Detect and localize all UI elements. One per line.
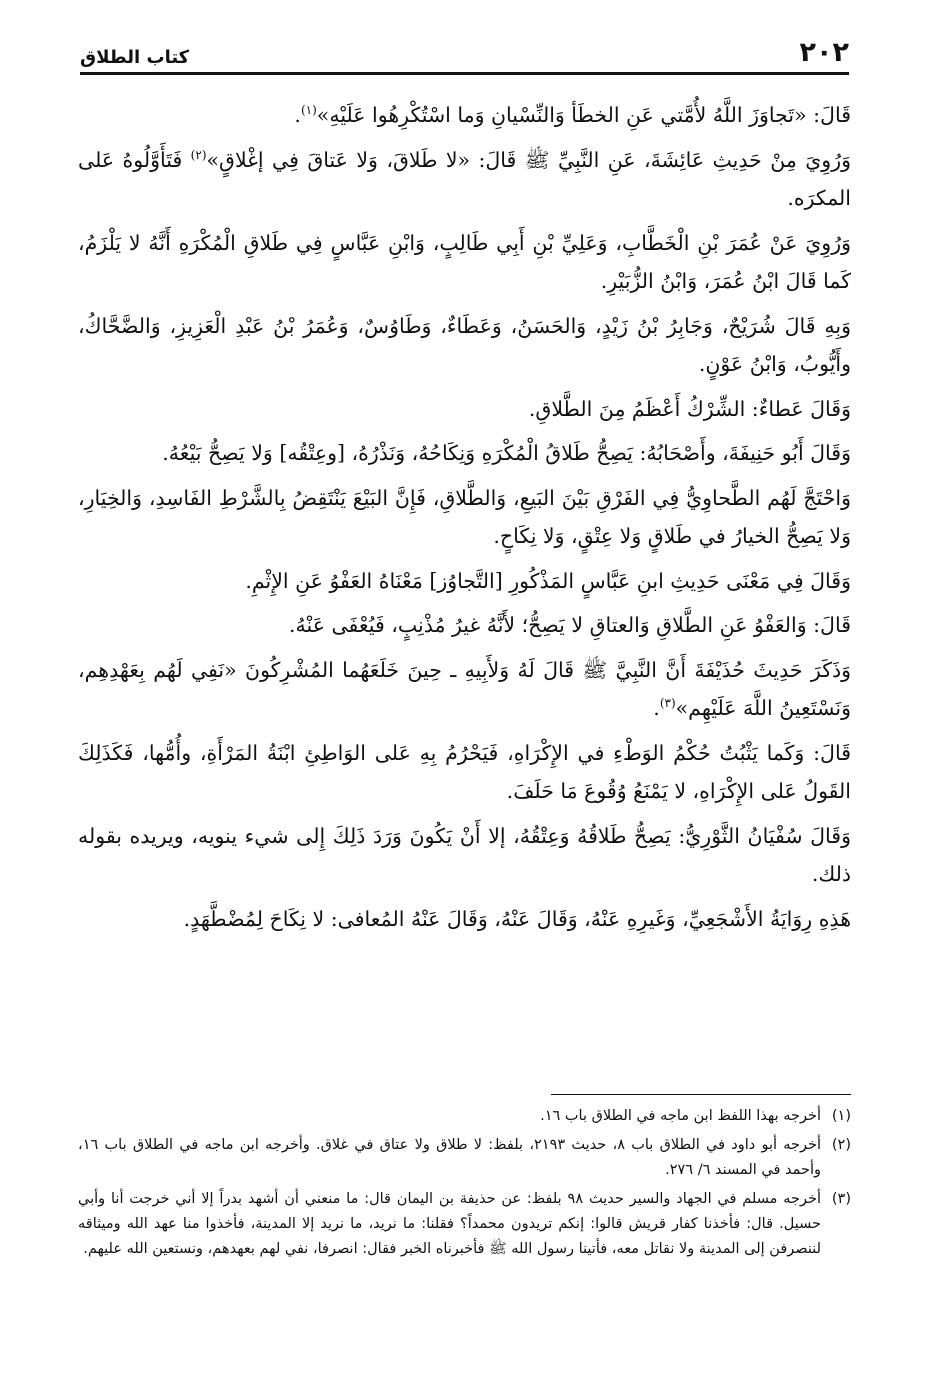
paragraph-tail: . — [653, 696, 660, 720]
footnote-ref: (١) — [300, 103, 317, 118]
paragraph — [78, 224, 851, 301]
page-header — [80, 28, 849, 75]
paragraph — [78, 651, 851, 728]
footnote — [78, 1104, 851, 1129]
footnote-number: (٣) — [831, 1191, 851, 1207]
running-title: كتاب الطلاق — [80, 47, 190, 68]
paragraph — [78, 390, 851, 429]
paragraph-tail: فَتَأَوَّلُوهُ عَلى المكرَه. — [78, 147, 851, 210]
paragraph-text: وَقَالَ عَطاءٌ: الشِّرْكُ أَعْظَمُ مِنَ الطَّلاقِ. — [528, 396, 851, 421]
paragraph — [78, 479, 851, 556]
paragraph-text: وَبِهِ قَالَ شُرَيْحٌ، وَجَابِرُ بْنُ زَيْدٍ، وَالحَسَنُ، وَعَطَاءٌ، وَطَاوُسٌ، وَعُمَرُ بْنُ عَبْدِ الْعَزِيزِ، وَالضَّحَّاكُ، وأَيُّوبُ، وَابْنُ عَوْنٍ. — [78, 313, 851, 376]
footnote-text: أخرجه أبو داود في الطلاق باب ٨، حديث ٢١٩٣، بلفظ: لا طلاق ولا عتاق في غلاق. وأخرجه ابن ماجه في الطلاق باب ١٦، وأحمد في المسند ٦/ ٢٧٦. — [78, 1137, 822, 1178]
paragraph-text: وَرُوِيَ عَنْ عُمَرَ بْنِ الْخَطَّابِ، وَعَلِيِّ بْنِ أَبِي طَالِبٍ، وَابْنِ عَبَّاسٍ فِي طَلاقِ الْمُكْرَهِ أَنَّهُ لا يَلْزَمُ، كَما قَالَ ابْنُ عُمَرَ، وَابْنُ الزُّبَيْرِ. — [78, 230, 851, 293]
footnote — [78, 1187, 851, 1262]
paragraph-text: وَقَالَ فِي مَعْنَى حَدِيثِ ابنِ عَبَّاسٍ المَذْكُورِ [التَّجاوُز] مَعْنَاهُ العَفْوُ عَنِ الإِثْمِ. — [245, 568, 851, 593]
paragraph — [78, 141, 851, 218]
paragraph-text: قَالَ: «تَجاوَزَ اللَّهُ لأُمَّتي عَنِ الخطَأ وَالنِّسْيانِ وَما اسْتُكْرِهُوا عَلَيْهِ» — [316, 103, 851, 127]
paragraph — [78, 307, 851, 384]
paragraph — [78, 900, 851, 939]
paragraph-text: وَذَكَرَ حَدِيثَ حُذَيْفَةَ أَنَّ النَّبِيَّ ﷺ قَالَ لَهُ وَلأَبِيهِ ـ حِينَ خَلَعَهُما المُشْرِكُونَ «نَفِي لَهُم بِعَهْدِهِم، وَنَسْتَعِينُ اللَّهَ عَلَيْهِم» — [78, 657, 851, 720]
main-text — [78, 96, 851, 944]
footnote-number: (٢) — [831, 1137, 851, 1153]
footnotes — [78, 1104, 851, 1266]
paragraph — [78, 434, 851, 473]
paragraph — [78, 96, 851, 135]
paragraph-text: وَقَالَ سُفْيَانُ الثَّوْرِيُّ: يَصِحُّ طَلاقُهُ وَعِتْقُهُ، إلا أَنْ يَكُونَ وَرَدَ ذَلِكَ إِلى شيء ينويه، ويريده بقوله ذلك. — [78, 823, 851, 886]
page-number: ٢٠٢ — [799, 37, 849, 68]
paragraph-tail: . — [294, 103, 301, 127]
footnote-text: أخرجه بهذا اللفظ ابن ماجه في الطلاق باب ١٦. — [540, 1108, 821, 1124]
footnote-text: أخرجه مسلم في الجهاد والسير حديث ٩٨ بلفظ: عن حذيفة بن اليمان قال: ما منعني أن أشهد بدراً إلا أني خرجت أنا وأبي حسيل. قال: فأخذنا كفار قريش قالوا: إنكم تريدون محمداً؟ فقلنا: ما نريد، ما نريد إلا المدينة، فأخذوا منا عهد الله وميثاقه لننصرفن إلى المدينة ولا نقاتل معه، فأتينا رسول الله ﷺ فأخبرناه الخبر فقال: انصرفا، نفي لهم بعهدهم، ونستعين الله عليهم. — [78, 1191, 821, 1257]
paragraph — [78, 606, 851, 645]
paragraph-text: هَذِهِ رِوَايَةُ الأَشْجَعِيِّ، وَغَيرِهِ عَنْهُ، وَقَالَ عَنْهُ، وَقَالَ عَنْهُ المُعافى: لا نِكَاحَ لِمُضْطَّهَدٍ. — [183, 906, 851, 931]
paragraph-text: وَرُوِيَ مِنْ حَدِيثِ عَائِشَةَ، عَنِ النَّبِيِّ ﷺ قَالَ: «لا طَلاقَ، وَلا عَتاقَ فِي إغْلاقٍ» — [206, 147, 851, 172]
paragraph-text: قَالَ: وَكَما يَثْبُتُ حُكْمُ الوَطْءِ في الإِكْرَاهِ، فَيَحْرُمُ بِهِ عَلى الوَاطِئِ ابْنَةُ المَرْأَةِ، وأُمُّها، فَكَذَلِكَ القَولُ عَلى الإِكْرَاهِ، لا يَمْنَعُ وُقُوعَ مَا حَلَفَ. — [78, 740, 851, 803]
paragraph-text: وَقَالَ أَبُو حَنِيفَةَ، وأَصْحَابُهُ: يَصِحُّ طَلاقُ الْمُكْرَهِ وَنِكَاحُهُ، وَنَذْرُهُ، [وعِتْقُه] وَلا يَصِحُّ بَيْعُهُ. — [162, 441, 851, 465]
paragraph-text: وَاحْتَجَّ لَهُم الطَّحاوِيُّ فِي الفَرْقِ بَيْنَ البَيعِ، وَالطَّلاقِ، فَإِنَّ البَيْعَ يَنْتَقِضُ بِالشَّرْطِ الفَاسِدِ، وَالخِيَارِ، وَلا يَصِحُّ الخيارُ في طَلاقٍ وَلا عِتْقٍ، وَلا نِكَاحٍ. — [78, 485, 851, 548]
paragraph — [78, 734, 851, 811]
paragraph — [78, 562, 851, 601]
footnote-ref: (٣) — [659, 696, 676, 711]
paragraph — [78, 817, 851, 894]
footnote — [78, 1133, 851, 1183]
footnote-divider — [551, 1094, 851, 1095]
footnote-ref: (٢) — [190, 147, 207, 162]
paragraph-text: قَالَ: وَالعَفْوُ عَنِ الطَّلاقِ وَالعتاقِ لا يَصِحُّ؛ لأَنَّهُ غيرُ مُذْنِبٍ، فَيُعْفَى عَنْهُ. — [289, 613, 851, 637]
footnote-number: (١) — [831, 1108, 851, 1124]
